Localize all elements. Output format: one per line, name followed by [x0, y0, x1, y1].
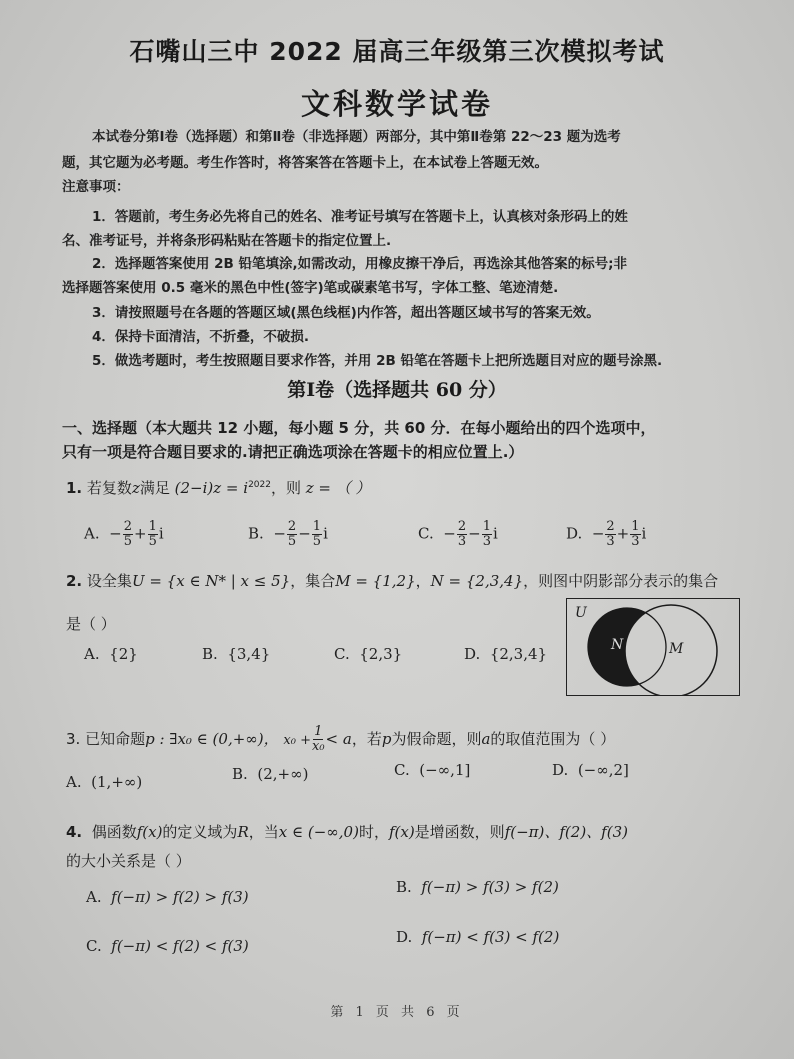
- question-2-stem: [66, 570, 718, 591]
- function: f(x): [136, 823, 163, 841]
- stem-text: ，: [415, 572, 431, 590]
- option-d[interactable]: [566, 520, 716, 549]
- numerator: 2: [606, 519, 615, 534]
- stem-text: z = （ ）: [305, 479, 371, 497]
- exam-title: 石嘴山三中 2022 届高三年级第三次模拟考试: [129, 37, 665, 66]
- option-a[interactable]: [66, 773, 142, 791]
- note-1-line-1: 1．答题前，考生务必先将自己的姓名、准考证号填写在答题卡上，认真核对条形码上的姓: [92, 209, 628, 225]
- fraction: [148, 520, 158, 549]
- option-value: {2,3,4}: [489, 645, 548, 663]
- var-r: R: [237, 823, 249, 841]
- var-z: z: [131, 479, 140, 497]
- denominator: 5: [312, 534, 322, 549]
- option-c[interactable]: [418, 520, 566, 549]
- numerator: 1: [631, 519, 640, 534]
- option-d[interactable]: [396, 928, 559, 946]
- venn-label-n: N: [611, 637, 624, 653]
- option-b[interactable]: [232, 765, 308, 783]
- stem-text: 的定义域为: [162, 823, 238, 841]
- denominator: 3: [606, 534, 615, 549]
- equation: (2−i)z = i: [174, 479, 249, 497]
- stem-text: ，集合: [290, 572, 336, 590]
- note-3: 3．请按照题号在各题的答题区域(黑色线框)内作答，超出答题区域书写的答案无效。: [92, 305, 600, 321]
- inequality: x₀ +: [283, 733, 311, 748]
- section-title: 第Ⅰ卷（选择题共 60 分）: [287, 379, 507, 401]
- option-b[interactable]: [248, 520, 418, 549]
- note-1-line-2: 名、准考证号，并将条形码粘贴在答题卡的指定位置上.: [62, 233, 392, 249]
- option-label: D.: [566, 524, 583, 543]
- denominator: 5: [123, 534, 133, 549]
- fraction: [312, 725, 325, 754]
- option-label: B.: [202, 645, 218, 663]
- question-number: 4.: [66, 823, 83, 841]
- inequality: < a: [325, 730, 352, 748]
- denominator: 5: [287, 534, 297, 549]
- fraction: [123, 520, 133, 549]
- sign: −: [443, 524, 456, 543]
- option-value: f(−π) > f(2) > f(3): [111, 888, 249, 906]
- question-4-stem: [66, 821, 628, 842]
- fraction: [482, 520, 492, 549]
- venn-diagram: [566, 598, 740, 696]
- domain: x ∈ (−∞,0): [278, 823, 359, 841]
- denominator: 5: [148, 534, 157, 549]
- numerator: 2: [123, 519, 133, 534]
- question-3-stem: [66, 725, 615, 754]
- imag-unit: i: [641, 524, 647, 543]
- option-label: C.: [394, 761, 410, 779]
- option-label: C.: [86, 937, 102, 955]
- stem-text: 是增函数，则: [414, 823, 505, 841]
- question-2-stem-cont: 是（ ）: [66, 615, 116, 633]
- venn-label-m: M: [669, 641, 684, 657]
- fraction: [605, 520, 615, 549]
- option-label: A.: [86, 888, 102, 906]
- option-value: {2,3}: [359, 645, 403, 663]
- option-c[interactable]: [334, 645, 464, 663]
- numerator: 1: [312, 519, 322, 534]
- values: f(−π)、f(2)、f(3): [504, 823, 628, 841]
- option-label: B.: [232, 765, 248, 783]
- stem-text: ，则: [270, 479, 301, 497]
- question-1-stem: [66, 477, 371, 498]
- var-p: p: [381, 730, 392, 748]
- imag-unit: i: [323, 524, 328, 543]
- stem-text: ，则图中阴影部分表示的集合: [523, 572, 719, 590]
- numerator: 1: [148, 519, 157, 534]
- stem-text: ，当: [248, 823, 279, 841]
- notes-heading: 注意事项：: [62, 179, 130, 195]
- question-1-options: [84, 520, 744, 549]
- question-2-options: [84, 645, 574, 663]
- venn-circles-icon: [567, 599, 739, 695]
- imag-unit: i: [492, 524, 498, 543]
- stem-text: 已知命题: [85, 730, 146, 748]
- option-value: {2}: [109, 645, 138, 663]
- option-value: (2,+∞): [257, 765, 309, 783]
- set-m: M = {1,2}: [335, 572, 416, 590]
- stem-text: 满足: [139, 479, 170, 497]
- option-a[interactable]: [84, 645, 202, 663]
- option-a[interactable]: [86, 888, 249, 906]
- question-4-stem-cont: 的大小关系是（ ）: [66, 852, 191, 870]
- fraction: [287, 520, 297, 549]
- option-label: D.: [464, 645, 481, 663]
- option-label: B.: [396, 878, 412, 896]
- numerator: 2: [457, 519, 467, 534]
- sign: +: [134, 524, 147, 543]
- option-label: D.: [552, 761, 569, 779]
- note-4: 4．保持卡面清洁，不折叠，不破损.: [92, 329, 310, 345]
- fraction: [312, 520, 322, 549]
- denominator: 3: [482, 534, 491, 549]
- question-number: 2.: [66, 572, 83, 590]
- option-value: (1,+∞): [91, 773, 143, 791]
- stem-text: 偶函数: [91, 823, 137, 841]
- option-label: D.: [396, 928, 413, 946]
- note-2-line-2: 选择题答案使用 0.5 毫米的黑色中性(签字)笔或碳素笔书写，字体工整、笔迹清楚.: [62, 280, 559, 296]
- imag-unit: i: [158, 524, 164, 543]
- option-a[interactable]: [84, 520, 248, 549]
- intro-line-2: 题，其它题为必考题。考生作答时，将答案答在答题卡上，在本试卷上答题无效。: [62, 155, 548, 171]
- sign: −: [109, 524, 122, 543]
- sign: −: [298, 524, 311, 543]
- section-desc-line-1: 一、选择题（本大题共 12 小题，每小题 5 分，共 60 分．在每小题给出的四个选项中，: [62, 419, 656, 437]
- option-b[interactable]: [202, 645, 334, 663]
- exam-subtitle: 文科数学试卷: [300, 87, 493, 121]
- stem-text: 的取值范围为（ ）: [490, 730, 616, 748]
- option-label: A.: [84, 645, 100, 663]
- question-number: 1.: [66, 479, 83, 497]
- sign: +: [616, 524, 630, 543]
- option-value: f(−π) < f(2) < f(3): [111, 937, 249, 955]
- option-d[interactable]: [464, 645, 574, 663]
- option-c[interactable]: [394, 761, 470, 779]
- note-5: 5．做选考题时，考生按照题目要求作答，并用 2B 铅笔在答题卡上把所选题目对应的题号涂黑.: [92, 353, 663, 369]
- option-label: A.: [84, 524, 100, 543]
- section-desc-line-2: 只有一项是符合题目要求的.请把正确选项涂在答题卡的相应位置上.）: [62, 443, 524, 461]
- stem-text: 为假命题，则: [391, 730, 482, 748]
- option-b[interactable]: [396, 878, 559, 896]
- numerator: 2: [287, 519, 297, 534]
- fraction: [457, 520, 467, 549]
- sign: −: [591, 524, 605, 543]
- exponent: 2022: [248, 480, 271, 490]
- function: f(x): [388, 823, 415, 841]
- question-number: 3.: [66, 730, 81, 748]
- denominator: 3: [457, 534, 467, 549]
- set-u: U = {x ∈ N* | x ≤ 5}: [131, 572, 291, 590]
- var-a: a: [481, 730, 491, 748]
- option-label: B.: [248, 524, 264, 543]
- option-value: f(−π) < f(3) < f(2): [421, 928, 560, 946]
- denominator: 3: [631, 534, 640, 549]
- stem-text: ，若: [351, 730, 382, 748]
- option-value: {3,4}: [227, 645, 271, 663]
- numerator: 1: [314, 724, 323, 739]
- option-value: f(−π) > f(3) > f(2): [421, 878, 559, 896]
- sign: −: [273, 524, 286, 543]
- option-value: (−∞,1]: [419, 761, 471, 779]
- note-2-line-1: 2．选择题答案使用 2B 铅笔填涂,如需改动，用橡皮擦干净后，再选涂其他答案的标号;非: [92, 256, 628, 272]
- venn-label-u: U: [575, 605, 587, 621]
- proposition: p : ∃x₀ ∈ (0,+∞)，: [145, 730, 279, 748]
- stem-text: 若复数: [86, 479, 132, 497]
- stem-text: 时，: [358, 823, 389, 841]
- intro-line-1: 本试卷分第Ⅰ卷（选择题）和第Ⅱ卷（非选择题）两部分，其中第Ⅱ卷第 22～23 题为选考: [92, 129, 621, 145]
- numerator: 1: [482, 519, 491, 534]
- page-number: 第 1 页 共 6 页: [330, 1005, 464, 1020]
- denominator: x₀: [312, 739, 325, 754]
- stem-text: 设全集: [86, 572, 132, 590]
- fraction: [630, 520, 640, 549]
- option-c[interactable]: [86, 937, 249, 955]
- option-label: C.: [334, 645, 350, 663]
- option-value: (−∞,2]: [577, 761, 629, 779]
- option-d[interactable]: [552, 761, 629, 779]
- option-label: A.: [66, 773, 82, 791]
- question-3-options: [66, 763, 746, 793]
- option-label: C.: [418, 524, 434, 543]
- sign: −: [468, 524, 481, 543]
- set-n: N = {2,3,4}: [430, 572, 524, 590]
